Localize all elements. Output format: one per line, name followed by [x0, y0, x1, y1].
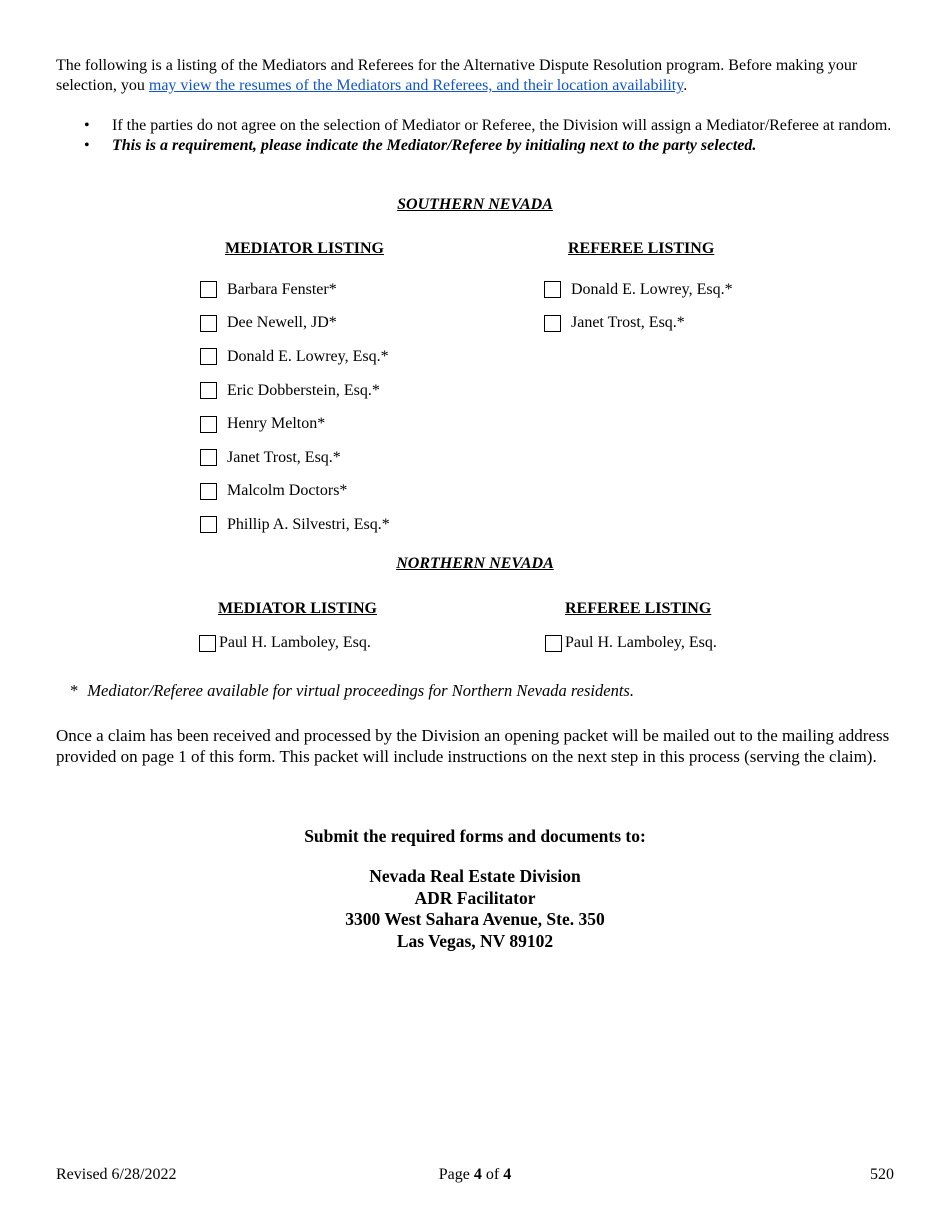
- checkbox[interactable]: [200, 483, 217, 500]
- bullet-text: This is a requirement, please indicate the Mediator/Referee by initialing next to the party selected.: [112, 137, 757, 154]
- mediator-name: Janet Trost, Esq.*: [227, 448, 341, 466]
- northern-nevada-title: NORTHERN NEVADA: [396, 555, 554, 572]
- referee-option: [544, 307, 733, 341]
- checkbox[interactable]: [200, 449, 217, 466]
- mediator-name: Malcolm Doctors*: [227, 482, 348, 500]
- checkbox[interactable]: [200, 348, 217, 365]
- mediator-option: [200, 374, 390, 408]
- bullet-text: If the parties do not agree on the selection of Mediator or Referee, the Division will assign a Mediator/Referee at random.: [112, 117, 892, 134]
- checkbox[interactable]: [200, 416, 217, 433]
- southern-referee-heading: REFEREE LISTING: [568, 240, 715, 257]
- address-line: Nevada Real Estate Division: [369, 866, 581, 886]
- mediator-option: [200, 508, 390, 542]
- address-line: ADR Facilitator: [414, 887, 536, 908]
- intro-text-after: .: [683, 77, 688, 94]
- checkbox[interactable]: [544, 315, 561, 332]
- note-text: Mediator/Referee available for virtual proceedings for Northern Nevada residents.: [87, 681, 634, 700]
- southern-mediator-list: [200, 273, 390, 542]
- checkbox[interactable]: [200, 315, 217, 332]
- intro-text-before: The following is a listing of the Mediators and Referees for the Alternative Dispute Resolution program. Before making your selection, you: [56, 57, 858, 94]
- mediator-name: Eric Dobberstein, Esq.*: [227, 381, 380, 399]
- page-prefix: Page: [438, 1166, 474, 1183]
- mediator-name: Donald E. Lowrey, Esq.*: [227, 347, 389, 365]
- virtual-note: [70, 681, 634, 701]
- bullet-item: [56, 116, 896, 136]
- resumes-link[interactable]: may view the resumes of the Mediators and Referees, and their location availability: [148, 77, 684, 94]
- submit-heading: Submit the required forms and documents to:: [304, 826, 646, 846]
- footer-form-number: 520: [870, 1166, 894, 1183]
- page-total: 4: [503, 1166, 512, 1183]
- mailing-address: [0, 866, 950, 952]
- checkbox[interactable]: [544, 281, 561, 298]
- checkbox[interactable]: [199, 635, 216, 652]
- mediator-name: Henry Melton*: [227, 415, 326, 433]
- mediator-option: [200, 340, 390, 374]
- southern-nevada-title: SOUTHERN NEVADA: [397, 196, 553, 213]
- checkbox[interactable]: [200, 516, 217, 533]
- checkbox[interactable]: [545, 635, 562, 652]
- checkbox[interactable]: [200, 382, 217, 399]
- mediator-name: Paul H. Lamboley, Esq.: [219, 634, 371, 651]
- northern-mediator-option: [199, 632, 371, 654]
- southern-mediator-heading: MEDIATOR LISTING: [225, 240, 384, 257]
- referee-name: Donald E. Lowrey, Esq.*: [571, 280, 733, 298]
- checkbox[interactable]: [200, 281, 217, 298]
- bullet-list: [56, 116, 896, 156]
- southern-referee-list: [544, 273, 733, 340]
- bullet-dot: •: [84, 137, 90, 154]
- mediator-option: [200, 273, 390, 307]
- note-asterisk: *: [70, 681, 79, 700]
- mediator-name: Dee Newell, JD*: [227, 314, 337, 332]
- mediator-option: [200, 475, 390, 509]
- intro-paragraph: [56, 56, 896, 96]
- referee-name: Paul H. Lamboley, Esq.: [565, 634, 717, 651]
- referee-name: Janet Trost, Esq.*: [571, 314, 685, 332]
- bullet-item-requirement: [56, 136, 896, 156]
- mediator-name: Phillip A. Silvestri, Esq.*: [227, 515, 390, 533]
- northern-referee-option: [545, 632, 717, 654]
- address-line: Las Vegas, NV 89102: [396, 930, 554, 951]
- mediator-option: [200, 407, 390, 441]
- bullet-dot: •: [84, 117, 90, 134]
- northern-mediator-heading: MEDIATOR LISTING: [218, 600, 377, 617]
- referee-option: [544, 273, 733, 307]
- page-current: 4: [473, 1166, 482, 1183]
- footer-page-number: [0, 1166, 950, 1184]
- page-of: of: [481, 1166, 504, 1183]
- address-line: 3300 West Sahara Avenue, Ste. 350: [345, 909, 605, 929]
- footer-revised: Revised 6/28/2022: [56, 1166, 177, 1183]
- claim-paragraph: Once a claim has been received and processed by the Division an opening packet will be mailed out to the mailing address provided on page 1 of this form. This packet will include instructions on the next step in this process (serving the claim).: [56, 726, 890, 766]
- mediator-name: Barbara Fenster*: [227, 280, 337, 298]
- northern-referee-heading: REFEREE LISTING: [565, 600, 712, 617]
- mediator-option: [200, 441, 390, 475]
- mediator-option: [200, 307, 390, 341]
